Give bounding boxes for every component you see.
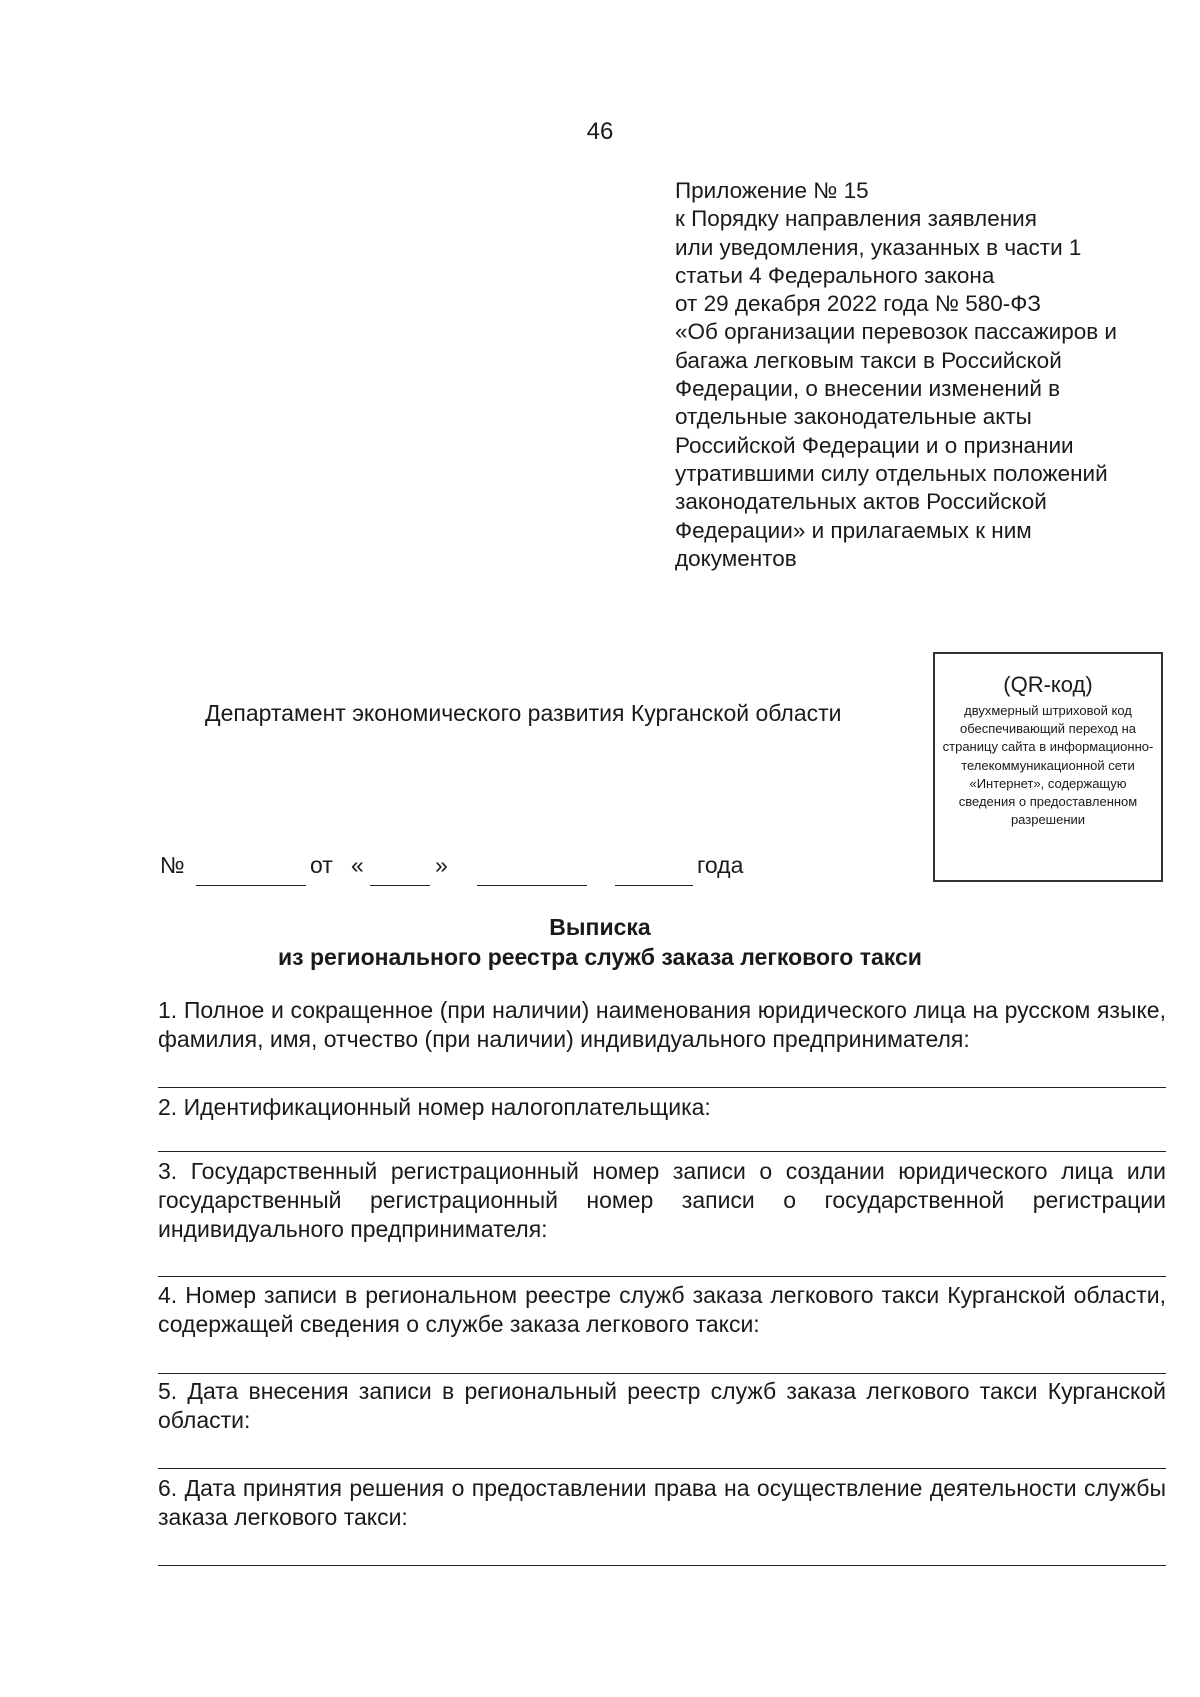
month-blank	[477, 885, 587, 886]
qr-title: (QR-код)	[1003, 672, 1093, 697]
item-5: 5. Дата внесения записи в региональный реестр служб заказа легкового такси Курганской области:	[158, 1378, 1166, 1433]
qr-description: двухмерный штриховой код обеспечивающий переход на страницу сайта в информационно-телекоммуникационной сети «Интернет», содержащую сведения о предоставленном разрешении	[942, 703, 1154, 828]
day-blank	[370, 885, 430, 886]
annex-line: Приложение № 15	[675, 178, 869, 203]
annex-line: Федерации» и прилагаемых к ним	[675, 517, 1032, 543]
annex-line: или уведомления, указанных в части 1	[675, 234, 1082, 260]
from-label: от	[310, 852, 333, 878]
annex-line: утратившими силу отдельных положений	[675, 460, 1108, 486]
number-sign: №	[160, 852, 185, 878]
year-label: года	[697, 852, 744, 878]
annex-line: Федерации, о внесении изменений в	[675, 376, 1061, 402]
document-title: Выписка	[549, 914, 651, 940]
annex-line: багажа легковым такси в Российской	[675, 347, 1062, 373]
item-3: 3. Государственный регистрационный номер записи о создании юридического лица или государственный регистрационный номер записи о государственной регистрации индивидуального предпринимателя:	[158, 1158, 1166, 1242]
annex-line: отдельные законодательные акты	[675, 404, 1032, 430]
page-number: 46	[586, 118, 614, 145]
year-blank	[615, 885, 693, 886]
fill-line-1	[158, 1087, 1166, 1088]
quote-open: «	[351, 852, 364, 878]
number-blank	[196, 885, 306, 886]
annex-line: «Об организации перевозок пассажиров и	[675, 319, 1117, 345]
fill-line-6	[158, 1565, 1166, 1566]
annex-line: статьи 4 Федерального закона	[675, 262, 995, 288]
item-4: 4. Номер записи в региональном реестре служб заказа легкового такси Курганской области, содержащей сведения о службе заказа легкового такси:	[158, 1282, 1166, 1337]
fill-line-4	[158, 1373, 1166, 1374]
annex-line: законодательных актов Российской	[675, 489, 1047, 515]
annex-line: от 29 декабря 2022 года № 580-ФЗ	[675, 291, 1041, 317]
quote-close: »	[435, 852, 448, 878]
fill-line-3	[158, 1276, 1166, 1277]
qr-code-placeholder	[933, 652, 1163, 882]
fill-line-2	[158, 1151, 1166, 1152]
document-number-line	[160, 852, 780, 892]
annex-header	[675, 177, 1175, 573]
fill-line-5	[158, 1468, 1166, 1469]
annex-line: Российской Федерации и о признании	[675, 432, 1074, 458]
item-1: 1. Полное и сокращенное (при наличии) наименования юридического лица на русском языке, фамилия, имя, отчество (при наличии) индивидуального предпринимателя:	[158, 997, 1166, 1052]
department-name: Департамент экономического развития Курганской области	[205, 700, 842, 726]
annex-line: документов	[675, 545, 797, 571]
document-subtitle: из регионального реестра служб заказа легкового такси	[278, 944, 922, 970]
item-6: 6. Дата принятия решения о предоставлении права на осуществление деятельности службы заказа легкового такси:	[158, 1475, 1166, 1530]
item-2: 2. Идентификационный номер налогоплательщика:	[158, 1094, 711, 1120]
annex-line: к Порядку направления заявления	[675, 206, 1037, 232]
